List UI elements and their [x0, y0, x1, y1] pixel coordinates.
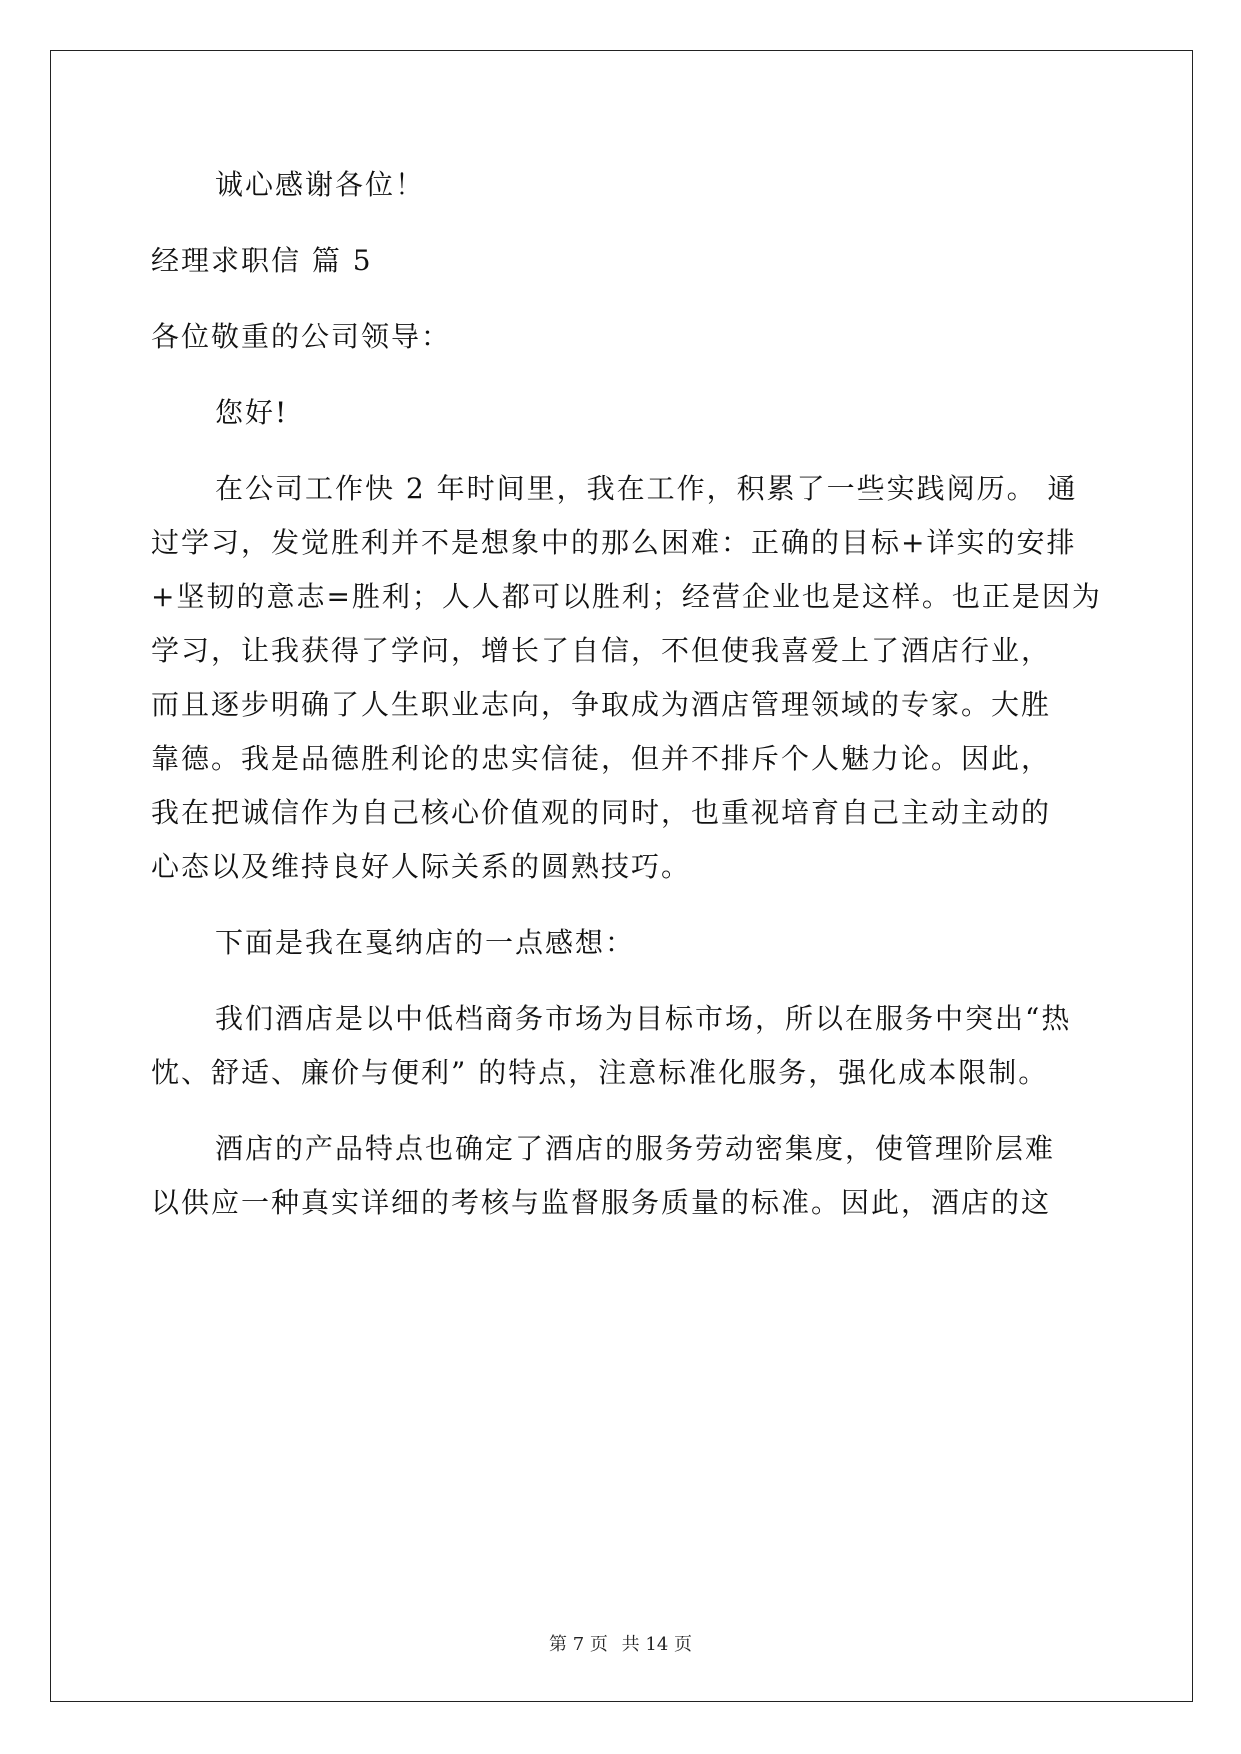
- paragraph-line: 而且逐步明确了人生职业志向，争取成为酒店管理领域的专家。大胜: [151, 688, 1052, 721]
- page-number: 第 7 页: [549, 1634, 608, 1655]
- paragraph: [151, 992, 1091, 1100]
- section-title: 经理求职信 篇 5: [151, 244, 373, 277]
- paragraph-line: +坚韧的意志=胜利；人人都可以胜利；经营企业也是这样。也正是因为: [151, 580, 1102, 613]
- paragraph: [151, 916, 1091, 970]
- salutation: 各位敬重的公司领导：: [151, 320, 452, 353]
- paragraph-line: 心态以及维持良好人际关系的圆熟技巧。: [151, 850, 692, 883]
- paragraph-line: 忱、舒适、廉价与便利” 的特点，注意标准化服务，强化成本限制。: [151, 1056, 1049, 1089]
- paragraph-line: 我们酒店是以中低档商务市场为目标市场，所以在服务中突出“热: [215, 1002, 1072, 1035]
- greeting: 您好!: [215, 396, 289, 429]
- page-footer: [0, 1630, 1241, 1656]
- paragraph-line: 在公司工作快 2 年时间里，我在工作，积累了一些实践阅历。 通: [215, 472, 1078, 505]
- paragraph: [151, 1122, 1091, 1230]
- paragraph-line: 酒店的产品特点也确定了酒店的服务劳动密集度，使管理阶层难: [215, 1132, 1056, 1165]
- page-total: 共 14 页: [621, 1634, 692, 1655]
- paragraph-line: 以供应一种真实详细的考核与监督服务质量的标准。因此，酒店的这: [151, 1186, 1052, 1219]
- paragraph-line: 过学习，发觉胜利并不是想象中的那么困难：正确的目标+详实的安排: [151, 526, 1077, 559]
- paragraph-line: 下面是我在戛纳店的一点感想：: [215, 926, 636, 959]
- paragraph-line: 靠德。我是品德胜利论的忠实信徒，但并不排斥个人魅力论。因此，: [151, 742, 1052, 775]
- paragraph: [151, 462, 1102, 894]
- closing-line: 诚心感谢各位！: [215, 168, 426, 201]
- document-body: [151, 158, 1102, 1230]
- paragraph-line: 我在把诚信作为自己核心价值观的同时，也重视培育自己主动主动的: [151, 796, 1052, 829]
- paragraph-line: 学习，让我获得了学问，增长了自信，不但使我喜爱上了酒店行业，: [151, 634, 1052, 667]
